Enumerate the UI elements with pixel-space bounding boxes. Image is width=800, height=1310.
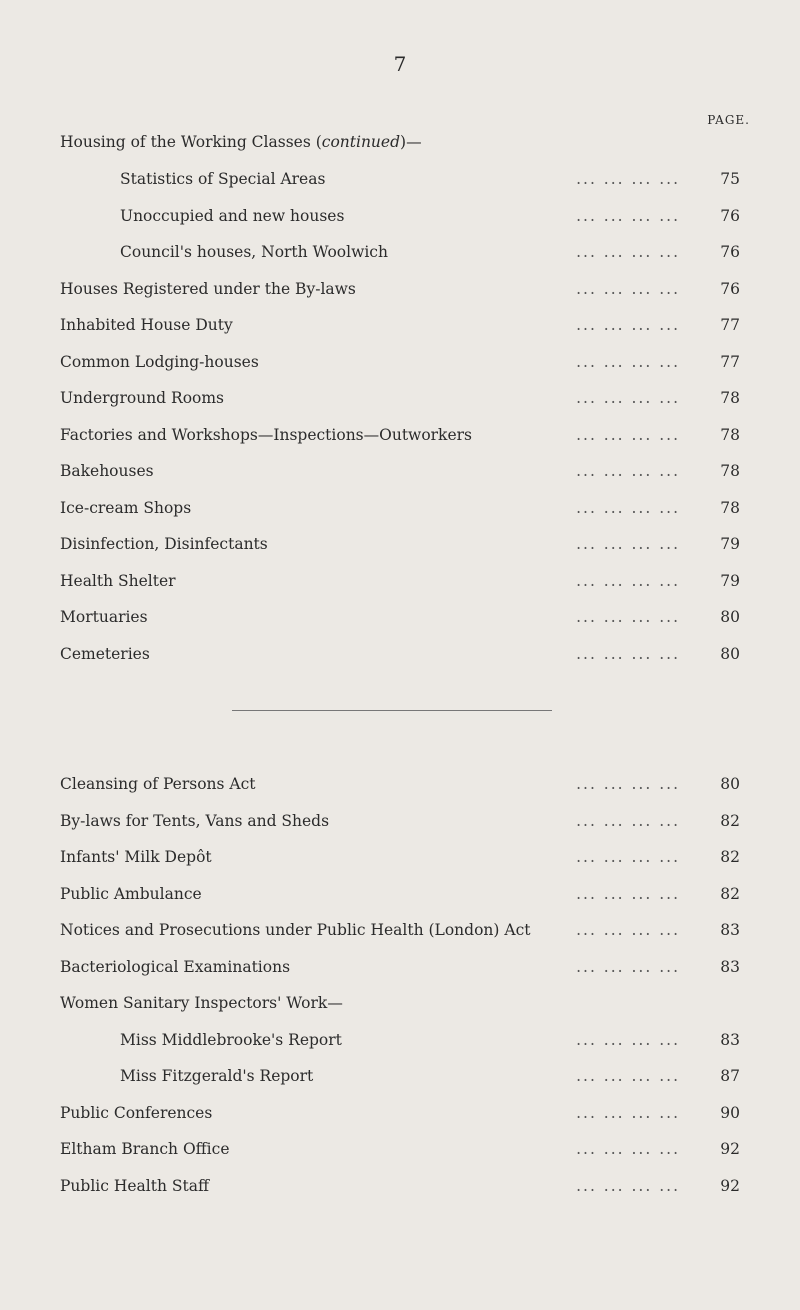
dot-leaders: ... ... ... ... — [576, 499, 680, 517]
contents-entry — [60, 955, 740, 979]
entry-label: Underground Rooms — [60, 389, 225, 407]
entry-page-number: 76 — [720, 280, 740, 298]
entry-label: Bacteriological Examinations — [60, 958, 291, 976]
entry-label: Public Ambulance — [60, 885, 202, 903]
entry-label: Infants' Milk Depôt — [60, 848, 212, 866]
dot-leaders: ... ... ... ... — [576, 645, 680, 663]
entry-page-number: 83 — [720, 1031, 740, 1049]
entry-page-number: 83 — [720, 958, 740, 976]
entry-page-number: 80 — [720, 608, 740, 626]
contents-entry — [120, 1064, 740, 1088]
heading-prefix: Housing of the Working Classes ( — [60, 133, 322, 151]
entry-label: Cleansing of Persons Act — [60, 775, 256, 793]
entry-page-number: 77 — [720, 316, 740, 334]
entry-page-number: 77 — [720, 353, 740, 371]
dot-leaders: ... ... ... ... — [576, 608, 680, 626]
dot-leaders: ... ... ... ... — [576, 1140, 680, 1158]
entry-page-number: 80 — [720, 645, 740, 663]
entry-label: Factories and Workshops—Inspections—Outworkers — [60, 426, 472, 444]
dot-leaders: ... ... ... ... — [576, 243, 680, 261]
contents-entry — [60, 605, 740, 629]
entry-page-number: 92 — [720, 1177, 740, 1195]
contents-entry — [60, 496, 740, 520]
entry-label: Notices and Prosecutions under Public Health (London) Act — [60, 921, 531, 939]
entry-page-number: 92 — [720, 1140, 740, 1158]
dot-leaders: ... ... ... ... — [576, 535, 680, 553]
dot-leaders: ... ... ... ... — [576, 1031, 680, 1049]
entry-label: Disinfection, Disinfectants — [60, 535, 268, 553]
dot-leaders: ... ... ... ... — [576, 1177, 680, 1195]
contents-entry — [120, 1028, 740, 1052]
contents-entry — [60, 882, 740, 906]
entry-page-number: 82 — [720, 885, 740, 903]
page-number: 7 — [393, 52, 407, 76]
dot-leaders: ... ... ... ... — [576, 848, 680, 866]
contents-entry — [60, 277, 740, 301]
entry-label: Public Health Staff — [60, 1177, 209, 1195]
dot-leaders: ... ... ... ... — [576, 207, 680, 225]
dot-leaders: ... ... ... ... — [576, 812, 680, 830]
entry-page-number: 76 — [720, 243, 740, 261]
entry-label: Public Conferences — [60, 1104, 213, 1122]
contents-entry — [120, 167, 740, 191]
dot-leaders: ... ... ... ... — [576, 1104, 680, 1122]
dot-leaders: ... ... ... ... — [576, 462, 680, 480]
entry-label: Statistics of Special Areas — [120, 170, 326, 188]
contents-entry — [120, 204, 740, 228]
entry-page-number: 82 — [720, 812, 740, 830]
entry-page-number: 78 — [720, 426, 740, 444]
heading-italic: continued — [321, 133, 401, 151]
entry-label: Miss Middlebrooke's Report — [120, 1031, 342, 1049]
contents-entry — [60, 809, 740, 833]
entry-label: Inhabited House Duty — [60, 316, 233, 334]
dot-leaders: ... ... ... ... — [576, 389, 680, 407]
contents-entry — [60, 1137, 740, 1161]
contents-entry — [60, 386, 740, 410]
entry-label: Miss Fitzgerald's Report — [120, 1067, 314, 1085]
entry-page-number: 79 — [720, 572, 740, 590]
section-heading-housing — [60, 130, 740, 154]
entry-page-number: 75 — [720, 170, 740, 188]
entry-label: Eltham Branch Office — [60, 1140, 230, 1158]
entry-page-number: 87 — [720, 1067, 740, 1085]
entry-label: By-laws for Tents, Vans and Sheds — [60, 812, 330, 830]
section-divider — [232, 710, 552, 711]
entry-page-number: 78 — [720, 499, 740, 517]
dot-leaders: ... ... ... ... — [576, 316, 680, 334]
contents-entry — [60, 772, 740, 796]
dot-leaders: ... ... ... ... — [576, 775, 680, 793]
page-column-header: PAGE. — [707, 113, 750, 127]
contents-entry — [60, 1101, 740, 1125]
entry-label: Health Shelter — [60, 572, 176, 590]
entry-label: Council's houses, North Woolwich — [120, 243, 388, 261]
contents-entry — [60, 350, 740, 374]
dot-leaders: ... ... ... ... — [576, 353, 680, 371]
entry-page-number: 90 — [720, 1104, 740, 1122]
entry-label: Ice-cream Shops — [60, 499, 192, 517]
entry-label: Mortuaries — [60, 608, 148, 626]
dot-leaders: ... ... ... ... — [576, 921, 680, 939]
dot-leaders: ... ... ... ... — [576, 280, 680, 298]
contents-entry — [60, 991, 740, 1015]
contents-entry — [60, 642, 740, 666]
contents-entry — [60, 423, 740, 447]
dot-leaders: ... ... ... ... — [576, 426, 680, 444]
contents-entry — [60, 532, 740, 556]
contents-entry — [60, 569, 740, 593]
heading-suffix: )— — [400, 133, 422, 151]
entry-label: Common Lodging-houses — [60, 353, 259, 371]
contents-entry — [60, 918, 740, 942]
dot-leaders: ... ... ... ... — [576, 958, 680, 976]
contents-entry — [120, 240, 740, 264]
contents-entry — [60, 845, 740, 869]
entry-label: Cemeteries — [60, 645, 150, 663]
entry-label: Houses Registered under the By-laws — [60, 280, 356, 298]
entry-label: Women Sanitary Inspectors' Work— — [60, 994, 343, 1012]
entry-page-number: 82 — [720, 848, 740, 866]
contents-entry — [60, 313, 740, 337]
entry-page-number: 83 — [720, 921, 740, 939]
entry-label: Bakehouses — [60, 462, 154, 480]
contents-entry — [60, 1174, 740, 1198]
contents-entry — [60, 459, 740, 483]
dot-leaders: ... ... ... ... — [576, 1067, 680, 1085]
entry-page-number: 76 — [720, 207, 740, 225]
entry-label: Unoccupied and new houses — [120, 207, 345, 225]
dot-leaders: ... ... ... ... — [576, 170, 680, 188]
entry-page-number: 79 — [720, 535, 740, 553]
entry-page-number: 78 — [720, 462, 740, 480]
dot-leaders: ... ... ... ... — [576, 885, 680, 903]
dot-leaders: ... ... ... ... — [576, 572, 680, 590]
entry-page-number: 78 — [720, 389, 740, 407]
entry-page-number: 80 — [720, 775, 740, 793]
